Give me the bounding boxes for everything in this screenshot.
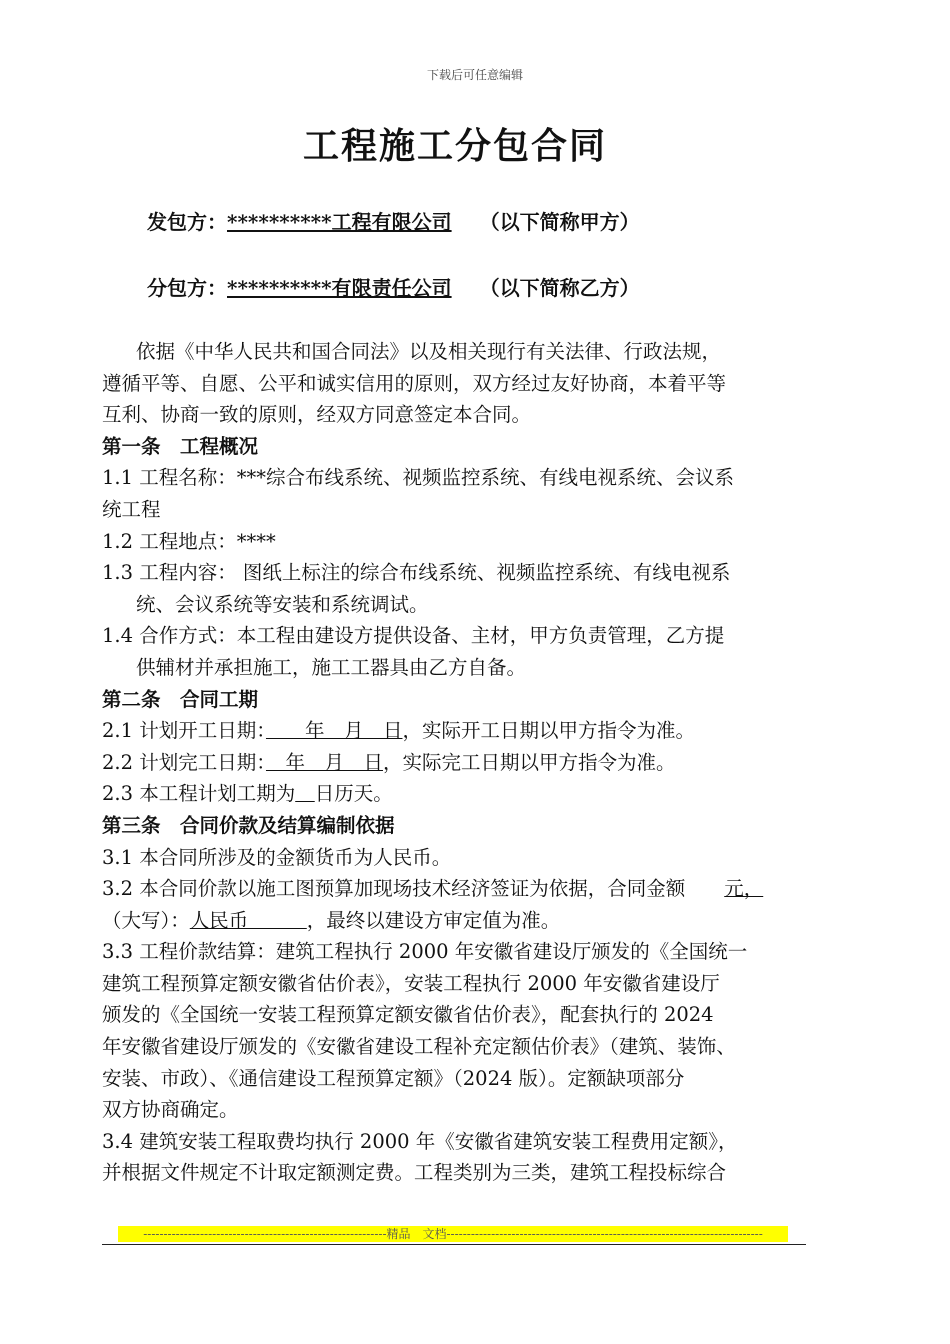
contract-title: 工程施工分包合同 (302, 125, 607, 167)
end-date-blank: 年 月 日 (265, 750, 383, 774)
clause-2-2-label: 2.2 计划完工日期： (102, 750, 266, 774)
clause-1-1-cont: 统工程 (102, 497, 161, 521)
clause-1-4-cont: 供辅材并承担施工，施工工器具由乙方自备。 (136, 655, 527, 679)
party-a-label: 发包方： (147, 210, 227, 234)
amount-words-blank: 人民币 (189, 908, 307, 932)
clause-3-3: 3.3 工程价款结算：建筑工程执行 2000 年安徽省建设厅颁发的《全国统一 (102, 940, 748, 964)
amount-blank: 元， (724, 877, 764, 901)
clause-2-3-text: 日历天。 (314, 782, 393, 806)
clause-3-2-cont (102, 905, 822, 937)
clause-3-3-cont: 安装、市政）、《通信建设工程预算定额》（2024 版）。定额缺项部分 (102, 1066, 685, 1090)
clause-1-2: 1.2 工程地点：**** (102, 529, 276, 553)
party-b-note: （以下简称乙方） (479, 276, 640, 300)
duration-blank (295, 782, 315, 805)
clause-3-4: 3.4 建筑安装工程取费均执行 2000 年《安徽省建筑安装工程费用定额》， (102, 1129, 738, 1153)
clause-2-1-label: 2.1 计划开工日期： (102, 719, 266, 743)
party-b-line (147, 272, 640, 301)
article-3-heading: 第三条 合同价款及结算编制依据 (102, 813, 395, 837)
intro-line: 互利、协商一致的原则，经双方同意签定本合同。 (102, 403, 532, 427)
party-a-line (147, 206, 640, 235)
clause-2-1-text: ，实际开工日期以甲方指令为准。 (402, 719, 695, 743)
footer-divider (102, 1244, 806, 1245)
clause-3-4-cont: 并根据文件规定不计取定额测定费。工程类别为三类，建筑工程投标综合 (102, 1161, 727, 1185)
clause-1-3: 1.3 工程内容： 图纸上标注的综合布线系统、视频监控系统、有线电视系 (102, 561, 731, 585)
clause-2-2-text: ，实际完工日期以甲方指令为准。 (382, 750, 676, 774)
clause-3-3-cont: 建筑工程预算定额安徽省估价表》，安装工程执行 2000 年安徽省建设厅 (102, 971, 720, 995)
party-b-label: 分包方： (147, 276, 227, 300)
party-a-note: （以下简称甲方） (479, 210, 640, 234)
clause-2-1 (102, 715, 822, 747)
clause-2-3 (102, 778, 822, 810)
article-2-heading: 第二条 合同工期 (102, 687, 259, 711)
clause-3-3-cont: 年安徽省建设厅颁发的《安徽省建设工程补充定额估价表》（建筑、装饰、 (102, 1035, 736, 1059)
clause-1-3-cont: 统、会议系统等安装和系统调试。 (136, 592, 429, 616)
clause-3-2 (102, 873, 822, 905)
clause-1-1: 1.1 工程名称：***综合布线系统、视频监控系统、有线电视系统、会议系 (102, 466, 734, 490)
clause-3-3-cont: 颁发的《全国统一安装工程预算定额安徽省估价表》，配套执行的 2024 (102, 1003, 714, 1027)
clause-3-1: 3.1 本合同所涉及的金额货币为人民币。 (102, 845, 452, 869)
article-1-heading: 第一条 工程概况 (102, 434, 259, 458)
intro-line: 依据《中华人民共和国合同法》以及相关现行有关法律、行政法规， (136, 340, 722, 363)
amount-words-label: （大写）： (102, 908, 190, 932)
clause-3-2-text: 3.2 本合同价款以施工图预算加现场技术经济签证为依据，合同金额 (102, 877, 725, 901)
party-b-name: **********有限责任公司 (227, 276, 452, 300)
clause-2-3-label: 2.3 本工程计划工期为 (102, 782, 296, 806)
start-date-blank: 年 月 日 (265, 719, 403, 743)
header-note: 下载后可任意编辑 (426, 68, 523, 82)
clause-1-4: 1.4 合作方式：本工程由建设方提供设备、主材，甲方负责管理，乙方提 (102, 624, 725, 648)
clause-3-2-tail: ，最终以建设方审定值为准。 (306, 908, 561, 932)
intro-line: 遵循平等、自愿、公平和诚实信用的原则，双方经过友好协商，本着平等 (102, 371, 727, 395)
contract-body (102, 336, 822, 1189)
clause-2-2 (102, 747, 822, 779)
party-a-name: **********工程有限公司 (227, 210, 452, 234)
clause-3-3-cont: 双方协商确定。 (102, 1098, 239, 1122)
footer-banner: ------------------------------------------------------------精品 文档------------------------------------------------------------------------------ (118, 1226, 788, 1242)
